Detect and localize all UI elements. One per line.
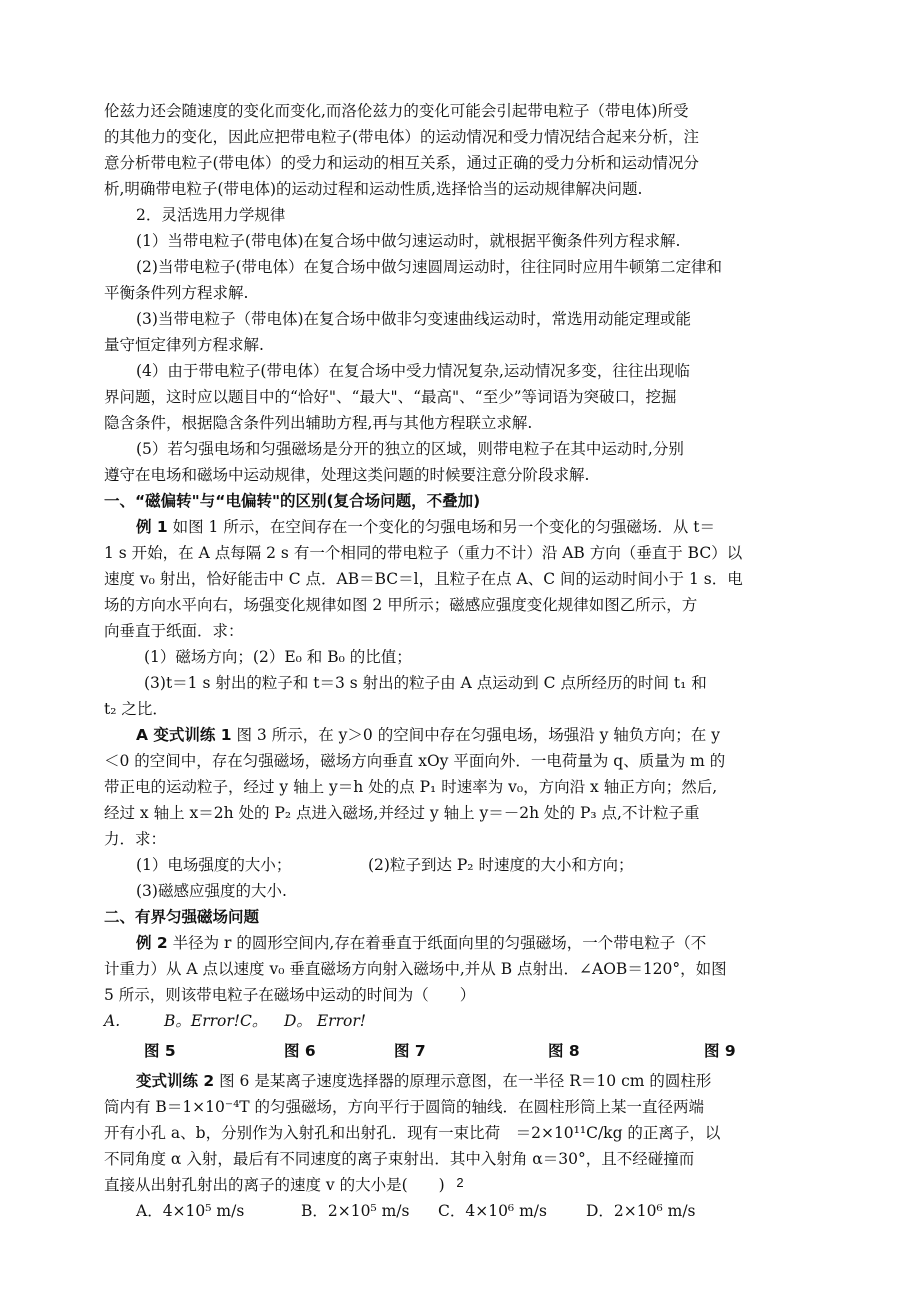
example-1-text: 如图 1 所示，在空间存在一个变化的匀强电场和另一个变化的匀强磁场．从 t＝	[167, 518, 715, 536]
text-line: 带正电的运动粒子，经过 y 轴上 y＝h 处的点 P₁ 时速率为 v₀，方向沿 x 轴正方向；然后,	[104, 778, 718, 796]
section-subheading: 2．灵活选用力学规律	[136, 206, 286, 224]
option-c: C．4×10⁶ m/s	[438, 1202, 547, 1220]
text-line: (1）当带电粒子(带电体)在复合场中做匀速运动时，就根据平衡条件列方程求解.	[136, 232, 681, 250]
text-line: (5）若匀强电场和匀强磁场是分开的独立的区域，则带电粒子在其中运动时,分别	[136, 440, 684, 458]
section-heading-2: 二、有界匀强磁场问题	[104, 908, 260, 926]
option-bc: B。Error!C。	[164, 1012, 268, 1030]
text-line: 析,明确带电粒子(带电体)的运动过程和运动性质,选择恰当的运动规律解决问题.	[104, 180, 643, 198]
example-2-text: 半径为 r 的圆形空间内,存在着垂直于纸面向里的匀强磁场，一个带电粒子（不	[167, 934, 707, 952]
text-line: (3)当带电粒子（带电体)在复合场中做非匀变速曲线运动时，常选用动能定理或能	[136, 310, 692, 328]
figure-caption-row	[144, 1038, 824, 1064]
text-line: 隐含条件，根据隐含条件列出辅助方程,再与其他方程联立求解.	[104, 414, 533, 432]
text-line: 速度 v₀ 射出，恰好能击中 C 点．AB＝BC＝l，且粒子在点 A、C 间的运动时间小于 1 s．电	[104, 570, 743, 588]
figure-caption: 图 6	[284, 1042, 316, 1060]
figure-caption: 图 5	[144, 1042, 176, 1060]
figure-caption: 图 9	[704, 1042, 736, 1060]
option-a: A．4×10⁵ m/s	[136, 1202, 245, 1220]
section-heading-1: 一、“磁偏转"与“电偏转"的区别(复合场问题，不叠加)	[104, 492, 481, 510]
example-2-label: 例 2	[136, 934, 168, 952]
option-b: B．2×10⁵ m/s	[301, 1202, 410, 1220]
text-line: 计重力）从 A 点以速度 v₀ 垂直磁场方向射入磁场中,并从 B 点射出．∠AOB＝120°，如图	[104, 960, 727, 978]
option-d: D。 Error!	[284, 1012, 366, 1030]
training-2-text: 图 6 是某离子速度选择器的原理示意图，在一半径 R＝10 cm 的圆柱形	[214, 1072, 712, 1090]
training-1-q3: (3)磁感应强度的大小.	[136, 882, 287, 900]
text-line: (2)当带电粒子(带电体）在复合场中做匀速圆周运动时，往往同时应用牛顿第二定律和	[136, 258, 723, 276]
text-line: t₂ 之比．	[104, 700, 168, 718]
training-1-q1: (1）电场强度的大小；	[136, 856, 292, 874]
text-line: 伦兹力还会随速度的变化而变化,而洛伦兹力的变化可能会引起带电粒子（带电体)所受	[104, 102, 689, 120]
text-line: (4）由于带电粒子(带电体）在复合场中受力情况复杂,运动情况多变，往往出现临	[136, 362, 690, 380]
training-1-questions	[136, 852, 824, 878]
text-line: 场的方向水平向右，场强变化规律如图 2 甲所示；磁感应强度变化规律如图乙所示，方	[104, 596, 698, 614]
example-1-label: 例 1	[136, 518, 168, 536]
text-line: 的其他力的变化，因此应把带电粒子(带电体）的运动情况和受力情况结合起来分析，注	[104, 128, 700, 146]
figure-caption: 图 7	[394, 1042, 426, 1060]
training-2-line	[104, 1068, 824, 1094]
training-1-text: 图 3 所示，在 y＞0 的空间中存在匀强电场，场强沿 y 轴负方向；在 y	[231, 726, 720, 744]
text-line: 意分析带电粒子(带电体）的受力和运动的相互关系，通过正确的受力分析和运动情况分	[104, 154, 700, 172]
text-line: 直接从出射孔射出的离子的速度 v 的大小是( )	[104, 1176, 445, 1194]
training-1-label: A 变式训练 1	[136, 726, 232, 744]
text-line: 5 所示，则该带电粒子在磁场中运动的时间为（ ）	[104, 986, 476, 1004]
text-line: 向垂直于纸面．求：	[104, 622, 244, 640]
text-line: ＜0 的空间中，存在匀强磁场，磁场方向垂直 xOy 平面向外．一电荷量为 q、质量为 m 的	[104, 752, 726, 770]
example-2-line	[104, 930, 824, 956]
example-1-line	[104, 514, 824, 540]
example-1-question: (3)t＝1 s 射出的粒子和 t＝3 s 射出的粒子由 A 点运动到 C 点所经历的时间 t₁ 和	[144, 674, 707, 692]
text-line: 筒内有 B＝1×10⁻⁴T 的匀强磁场，方向平行于圆筒的轴线．在圆柱形筒上某一直径两端	[104, 1098, 705, 1116]
text-line: 遵守在电场和磁场中运动规律，处理这类问题的时候要注意分阶段求解.	[104, 466, 590, 484]
option-a: A.	[104, 1012, 121, 1030]
text-line: 经过 x 轴上 x＝2h 处的 P₂ 点进入磁场,并经过 y 轴上 y＝－2h 处的 P₃ 点,不计粒子重	[104, 804, 700, 822]
page-number: 2	[456, 1175, 464, 1190]
text-line: 量守恒定律列方程求解.	[104, 336, 264, 354]
example-1-question: (1）磁场方向；(2）E₀ 和 B₀ 的比值；	[144, 648, 412, 666]
figure-caption: 图 8	[548, 1042, 580, 1060]
text-line: 力．求：	[104, 830, 167, 848]
text-line: 平衡条件列方程求解.	[104, 284, 249, 302]
text-line: 不同角度 α 入射，最后有不同速度的离子束射出．其中入射角 α＝30°，且不经碰撞而	[104, 1150, 695, 1168]
option-d: D．2×10⁶ m/s	[586, 1202, 696, 1220]
training-1-line	[104, 722, 824, 748]
training-2-options	[136, 1198, 824, 1224]
document-page	[104, 98, 824, 1224]
text-line: 1 s 开始，在 A 点每隔 2 s 有一个相同的带电粒子（重力不计）沿 AB 方向（垂直于 BC）以	[104, 544, 743, 562]
text-line: 界问题，这时应以题目中的“恰好"、“最大"、“最高"、“至少”等词语为突破口，挖掘	[104, 388, 677, 406]
text-line: 开有小孔 a、b，分别作为入射孔和出射孔．现有一束比荷 ＝2×10¹¹C/kg 的正离子，以	[104, 1124, 721, 1142]
training-2-label: 变式训练 2	[136, 1072, 215, 1090]
training-1-q2: (2)粒子到达 P₂ 时速度的大小和方向；	[368, 856, 634, 874]
example-2-options	[104, 1008, 824, 1034]
